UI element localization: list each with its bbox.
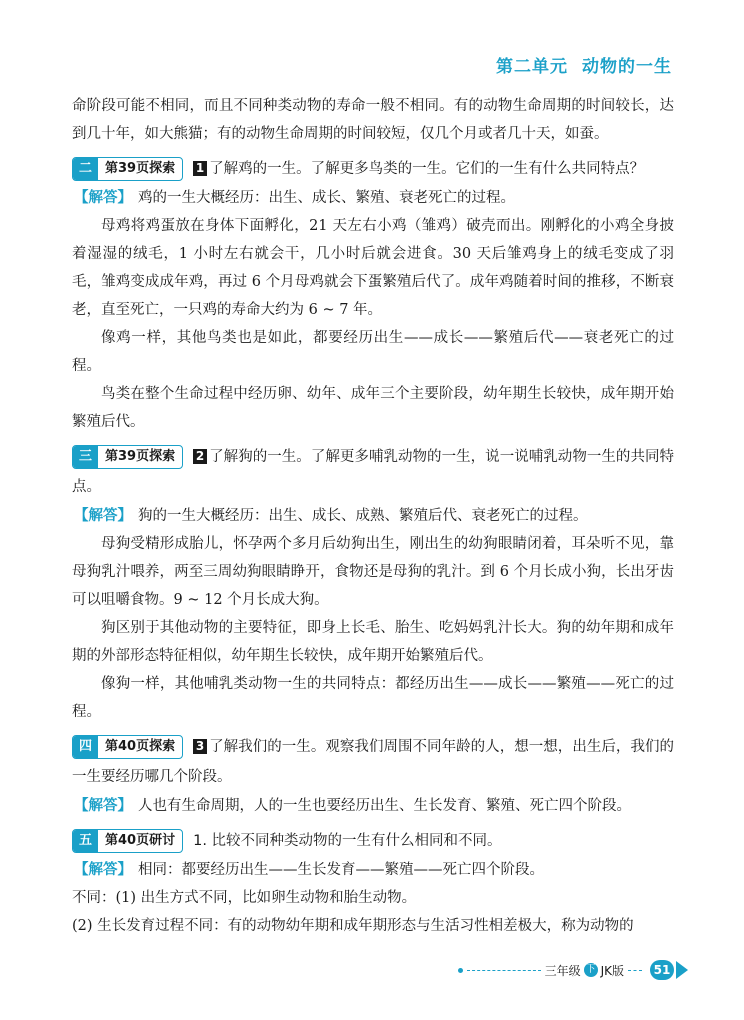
answer-label: 【解答】 xyxy=(74,190,132,206)
question-text: 1. 比较不同种类动物的一生有什么相同和不同。 xyxy=(193,833,502,849)
answer-paragraph: (2) 生长发育过程不同：有的动物幼年期和成年期形态与生活习性相差极大，称为动物的 xyxy=(72,918,634,934)
question-text: 了解狗的一生。了解更多哺乳动物的一生，说一说哺乳动物一生的共同特点。 xyxy=(72,449,674,495)
section-2 xyxy=(72,154,674,436)
answer-paragraph: 像鸡一样，其他鸟类也是如此，都要经历出生——成长——繁殖后代——衰老死亡的过程。 xyxy=(72,330,674,374)
answer-first-line: 狗的一生大概经历：出生、成长、成熟、繁殖后代、衰老死亡的过程。 xyxy=(138,508,588,524)
footer-grade: 三年级 xyxy=(544,963,581,978)
arrow-right-icon xyxy=(676,961,688,979)
section-number: 三 xyxy=(73,446,98,468)
section-badge xyxy=(72,445,183,469)
unit-label: 第二单元 xyxy=(496,57,568,77)
section-title: 第39页探索 xyxy=(105,449,176,464)
footer-dot-icon xyxy=(458,968,463,973)
answer-first-line: 人也有生命周期，人的一生也要经历出生、生长发育、繁殖、死亡四个阶段。 xyxy=(138,798,631,814)
section-number: 二 xyxy=(73,158,98,180)
unit-title: 动物的一生 xyxy=(582,57,672,77)
answer-paragraph: 母狗受精形成胎儿，怀孕两个多月后幼狗出生，刚出生的幼狗眼睛闭着，耳朵听不见，靠母狗乳汁喂养，两至三周幼狗眼睛睁开，食物还是母狗的乳汁。到 6 个月长成小狗，长出牙齿可以咀嚼食物。9 ~ 12 个月长成大狗。 xyxy=(72,536,674,608)
section-5 xyxy=(72,826,674,940)
intro-paragraph: 命阶段可能不相同，而且不同种类动物的寿命一般不相同。有的动物生命周期的时间较长，达到几十年，如大熊猫；有的动物生命周期的时间较短，仅几个月或者几十天，如蚕。 xyxy=(72,98,674,142)
answer-paragraph: 不同：(1) 出生方式不同，比如卵生动物和胎生动物。 xyxy=(72,890,417,906)
section-3 xyxy=(72,442,674,726)
answer-label: 【解答】 xyxy=(74,862,132,878)
section-title: 第39页探索 xyxy=(105,161,176,176)
answer-paragraph: 狗区别于其他动物的主要特征，即身上长毛、胎生、吃妈妈乳汁长大。狗的幼年期和成年期的外部形态特征相似，幼年期生长较快，成年期开始繁殖后代。 xyxy=(72,620,674,664)
footer-dashed-line xyxy=(467,970,541,971)
question-number: 2 xyxy=(193,449,207,464)
section-badge xyxy=(72,735,183,759)
question-text: 了解我们的一生。观察我们周围不同年龄的人，想一想，出生后，我们的一生要经历哪几个阶段。 xyxy=(72,739,674,785)
footer-dashed-line xyxy=(628,970,642,971)
section-badge xyxy=(72,157,183,181)
footer-edition: JK版 xyxy=(600,963,624,978)
section-badge xyxy=(72,829,183,853)
section-number: 五 xyxy=(73,830,98,852)
section-title: 第40页研讨 xyxy=(105,833,176,848)
question-number: 1 xyxy=(193,161,207,176)
answer-first-line: 鸡的一生大概经历：出生、成长、繁殖、衰老死亡的过程。 xyxy=(138,190,515,206)
page-content xyxy=(72,92,674,940)
section-title: 第40页探索 xyxy=(105,739,176,754)
answer-label: 【解答】 xyxy=(74,508,132,524)
question-text: 了解鸡的一生。了解更多鸟类的一生。它们的一生有什么共同特点？ xyxy=(209,161,645,177)
footer-term: 下 xyxy=(585,964,596,975)
question-number: 3 xyxy=(193,739,207,754)
answer-paragraph: 母鸡将鸡蛋放在身体下面孵化，21 天左右小鸡（雏鸡）破壳而出。刚孵化的小鸡全身披着湿湿的绒毛，1 小时左右就会干，几小时后就会进食。30 天后雏鸡身上的绒毛变成了羽毛，雏鸡变成成年鸡，再过 6 个月母鸡就会下蛋繁殖后代了。成年鸡随着时间的推移，不断衰老，直至死亡，一只鸡的寿命大约为 6 ~ 7 年。 xyxy=(72,218,674,318)
answer-paragraph: 鸟类在整个生命过程中经历卵、幼年、成年三个主要阶段，幼年期生长较快，成年期开始繁殖后代。 xyxy=(72,386,674,430)
page-footer xyxy=(458,958,688,982)
answer-first-line: 相同：都要经历出生——生长发育——繁殖——死亡四个阶段。 xyxy=(138,862,544,878)
section-number: 四 xyxy=(73,736,98,758)
answer-label: 【解答】 xyxy=(74,798,132,814)
page-header xyxy=(496,52,672,77)
answer-paragraph: 像狗一样，其他哺乳类动物一生的共同特点：都经历出生——成长——繁殖——死亡的过程。 xyxy=(72,676,674,720)
page-number: 51 xyxy=(650,960,674,980)
section-4 xyxy=(72,732,674,820)
